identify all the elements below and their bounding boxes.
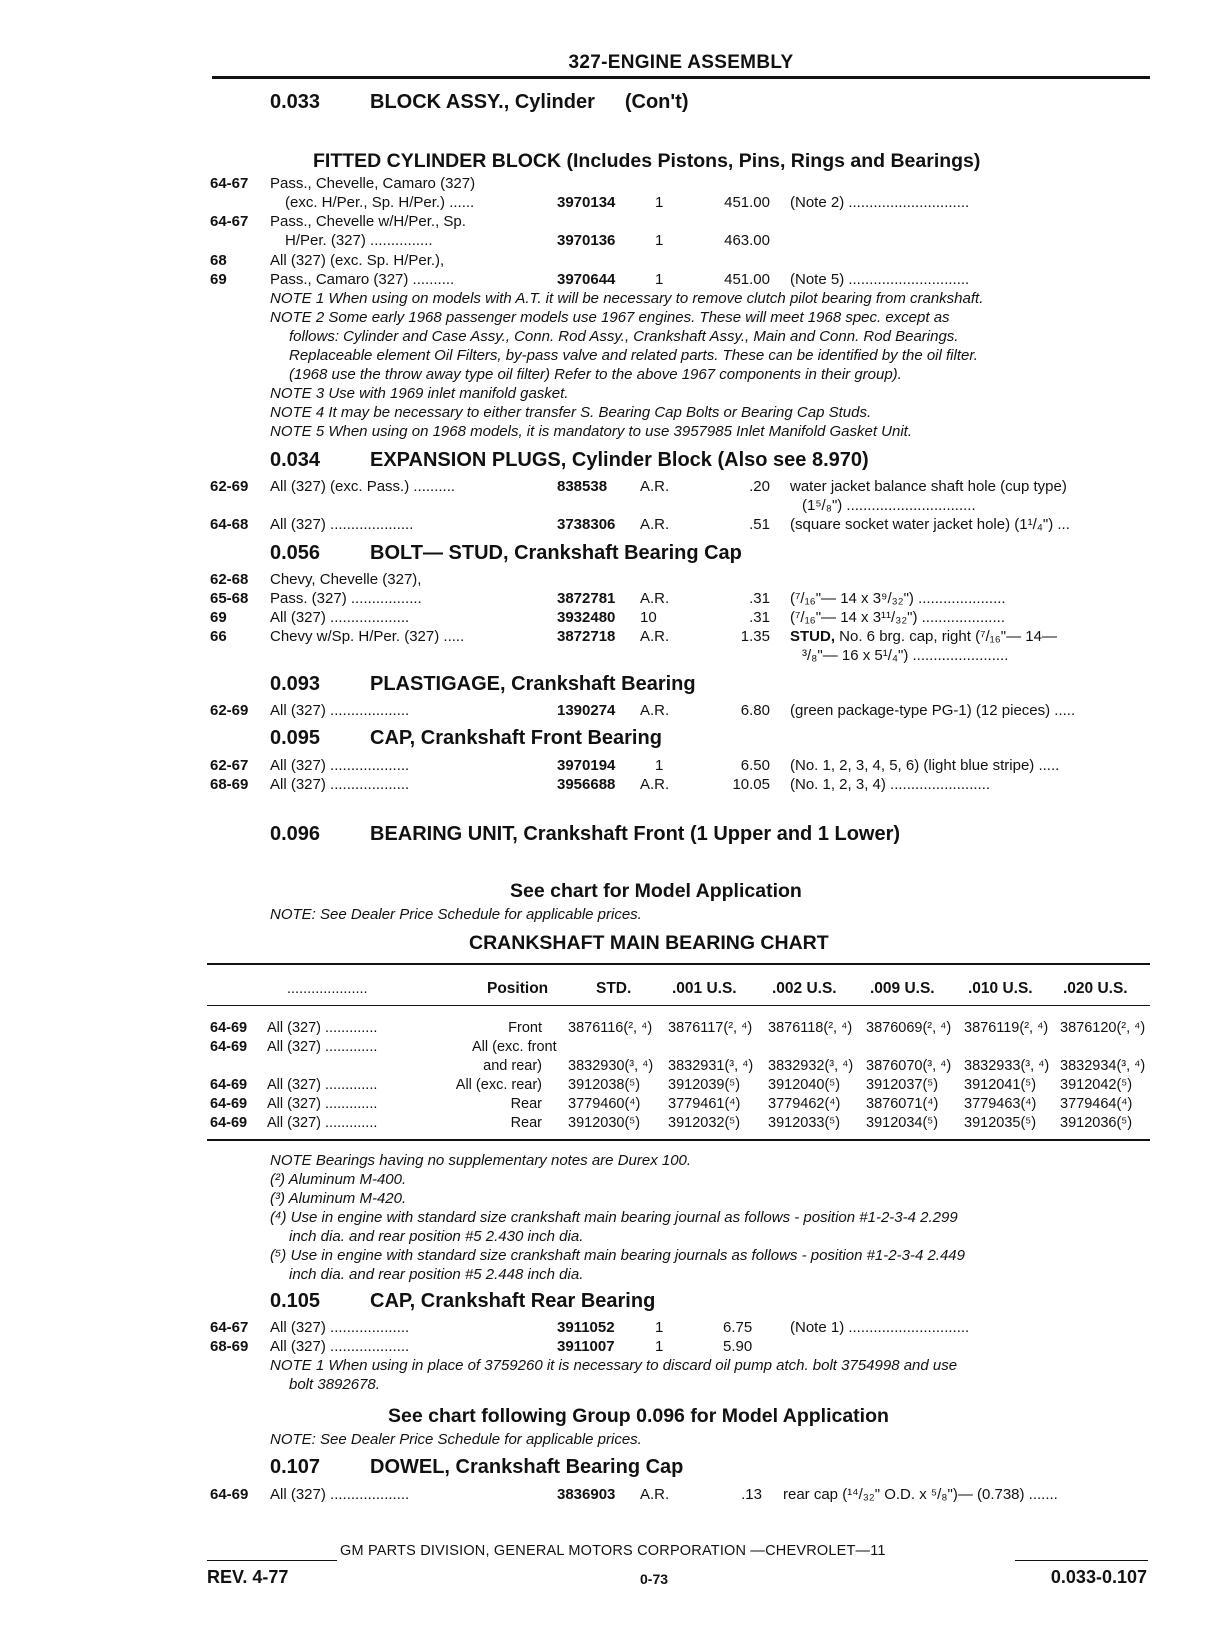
chart-row: 64-69 All (327) ............. Rear 3779460(⁴) 3779461(⁴) 3779462(⁴) 3876071(⁴) 3779463(⁴) 3779464(⁴) [210,1096,1133,1112]
footer-revision: REV. 4-77 [207,1567,289,1587]
chart-row: 64-69 All (327) ............. Front 3876116(², ⁴) 3876117(², ⁴) 3876118(², ⁴) 3876069(², ⁴) 3876119(², ⁴) 3876120(², ⁴) [210,1020,1146,1036]
group-title: BLOCK ASSY., Cylinder [370,91,595,113]
note-text: follows: Cylinder and Case Assy., Conn. Rod Assy., Crankshaft Assy., Main and Conn. Rod Bearings. [289,328,959,345]
note-text: inch dia. and rear position #5 2.448 inch dia. [289,1266,584,1283]
note-text: NOTE 3 Use with 1969 inlet manifold gasket. [270,385,569,402]
note-text: (⁴) Use in engine with standard size crankshaft main bearing journal as follows - position #1-2-3-4 2.299 [270,1209,958,1226]
parts-row: 64-68 All (327) .................... 3738306 A.R. .51 (square socket water jacket hole) (1¹/₄") ... [210,516,1070,533]
chart-col-009: .009 U.S. [870,980,935,997]
footer-page-number: 0-73 [640,1571,669,1587]
chart-row: 64-69 All (327) ............. All (exc. rear) 3912038(⁵) 3912039(⁵) 3912040(⁵) 3912037(⁵) 3912041(⁵) 3912042(⁵) [210,1077,1133,1093]
parts-row: 62-69 All (327) (exc. Pass.) .......... 838538 A.R. .20 water jacket balance shaft hole (cup type) [210,478,1067,495]
group-0056-heading: 0.056 BOLT— STUD, Crankshaft Bearing Cap [270,542,742,564]
parts-row: 69 Pass., Camaro (327) .......... 3970644 1 451.00 (Note 5) ............................. [210,271,970,288]
chart-row: and rear) 3832930(³, ⁴) 3832931(³, ⁴) 3832932(³, ⁴) 3876070(³, ⁴) 3832933(³, ⁴) 3832934(³, ⁴) [483,1058,1146,1074]
dealer-price-note: NOTE: See Dealer Price Schedule for applicable prices. [270,1431,642,1448]
chart-col-001: .001 U.S. [672,980,737,997]
chart-row: 64-69 All (327) ............. Rear 3912030(⁵) 3912032(⁵) 3912033(⁵) 3912034(⁵) 3912035(⁵) 3912036(⁵) [210,1115,1133,1131]
note-text: NOTE 5 When using on 1968 models, it is mandatory to use 3957985 Inlet Manifold Gasket Unit. [270,423,913,440]
group-cont: (Con't) [624,91,689,113]
chart-bottom-rule [207,1139,1150,1141]
parts-row: 68-69 All (327) ................... 3956688 A.R. 10.05 (No. 1, 2, 3, 4) ........................ [210,776,991,793]
note-text: inch dia. and rear position #5 2.430 inch dia. [289,1228,584,1245]
footer-rule-right [1015,1560,1148,1561]
note-text: NOTE 4 It may be necessary to either transfer S. Bearing Cap Bolts or Bearing Cap Studs. [270,404,872,421]
see-chart-following: See chart following Group 0.096 for Model Application [388,1405,889,1427]
parts-row: 68 All (327) (exc. Sp. H/Per.), [210,252,445,269]
chart-col-leader: .................... [287,981,368,997]
parts-row: 64-69 All (327) ................... 3836903 A.R. .13 rear cap (¹⁴/₃₂" O.D. x ⁵/₈")— (0.738) ....... [210,1486,1058,1503]
fitted-block-subtitle: FITTED CYLINDER BLOCK (Includes Pistons, Pins, Rings and Bearings) [313,150,981,172]
dealer-price-note: NOTE: See Dealer Price Schedule for applicable prices. [270,906,642,923]
note-text: (⁵) Use in engine with standard size crankshaft main bearing journals as follows - position #1-2-3-4 2.449 [270,1247,965,1264]
chart-col-002: .002 U.S. [772,980,837,997]
parts-row: H/Per. (327) ............... 3970136 1 463.00 [285,232,770,249]
bearing-chart-title: CRANKSHAFT MAIN BEARING CHART [469,932,829,954]
parts-row: 66 Chevy w/Sp. H/Per. (327) ..... 3872718 A.R. 1.35 STUD, No. 6 brg. cap, right (⁷/₁₆"— 14— [210,628,1057,645]
parts-row: 64-67 Pass., Chevelle, Camaro (327) [210,175,476,192]
note-text: bolt 3892678. [289,1376,380,1393]
note-text: (³) Aluminum M-420. [270,1190,407,1207]
footer-group-range: 0.033-0.107 [1050,1567,1147,1587]
parts-row: 68-69 All (327) ................... 3911007 1 5.90 [210,1338,753,1355]
chart-col-020: .020 U.S. [1063,980,1128,997]
note-text: Replaceable element Oil Filters, by-pass valve and related parts. These can be identified by the oil filter. [289,347,978,364]
group-0033-heading [270,91,688,114]
parts-row: 62-68 Chevy, Chevelle (327), [210,571,422,588]
group-0096-heading: 0.096 BEARING UNIT, Crankshaft Front (1 Upper and 1 Lower) [270,823,901,845]
page-header: 327-ENGINE ASSEMBLY [568,52,794,73]
chart-col-position: Position [487,980,549,997]
chart-row: 64-69 All (327) ............. All (exc. front [210,1039,557,1055]
group-0034-heading: 0.034 EXPANSION PLUGS, Cylinder Block (Also see 8.970) [270,449,869,471]
note-text: NOTE 1 When using on models with A.T. it will be necessary to remove clutch pilot bearing from crankshaft. [270,290,984,307]
parts-row: 69 All (327) ................... 3932480 10 .31 (⁷/₁₆"— 14 x 3¹¹/₃₂") .................... [210,609,1005,626]
chart-col-std: STD. [596,980,632,997]
see-chart-heading: See chart for Model Application [510,880,802,902]
group-0107-heading: 0.107 DOWEL, Crankshaft Bearing Cap [270,1456,684,1478]
note-text: (1968 use the throw away type oil filter) Refer to the above 1967 components in their group). [289,366,902,383]
footer-publisher: GM PARTS DIVISION, GENERAL MOTORS CORPORATION —CHEVROLET—11 [340,1543,886,1559]
chart-top-rule [207,963,1150,965]
parts-row: 64-67 Pass., Chevelle w/H/Per., Sp. [210,213,466,230]
note-text: (²) Aluminum M-400. [270,1171,407,1188]
parts-row: (exc. H/Per., Sp. H/Per.) ...... 3970134 1 451.00 (Note 2) ............................. [285,194,970,211]
header-rule [212,76,1150,79]
footer-rule-left [207,1560,337,1561]
parts-row: 62-67 All (327) ................... 3970194 1 6.50 (No. 1, 2, 3, 4, 5, 6) (light blue stripe) ..... [210,757,1060,774]
group-number: 0.033 [270,91,321,113]
note-text: NOTE Bearings having no supplementary notes are Durex 100. [270,1152,692,1169]
note-text: NOTE 1 When using in place of 3759260 it is necessary to discard oil pump atch. bolt 3754998 and use [270,1357,958,1374]
note-text: NOTE 2 Some early 1968 passenger models use 1967 engines. These will meet 1968 spec. except as [270,309,950,326]
parts-row: 62-69 All (327) ................... 1390274 A.R. 6.80 (green package-type PG-1) (12 pieces) ..... [210,702,1076,719]
group-0105-heading: 0.105 CAP, Crankshaft Rear Bearing [270,1290,656,1312]
parts-row: 64-67 All (327) ................... 3911052 1 6.75 (Note 1) ............................. [210,1319,970,1336]
parts-row: 65-68 Pass. (327) ................. 3872781 A.R. .31 (⁷/₁₆"— 14 x 3⁹/₃₂") ..................... [210,590,1006,607]
parts-row: ³/₈"— 16 x 5¹/₄") ....................... [802,647,1009,664]
chart-header-rule [207,1005,1150,1006]
chart-col-010: .010 U.S. [968,980,1033,997]
parts-row: (1⁵/₈") ............................... [802,497,976,514]
group-0093-heading: 0.093 PLASTIGAGE, Crankshaft Bearing [270,673,696,695]
group-0095-heading: 0.095 CAP, Crankshaft Front Bearing [270,727,662,749]
